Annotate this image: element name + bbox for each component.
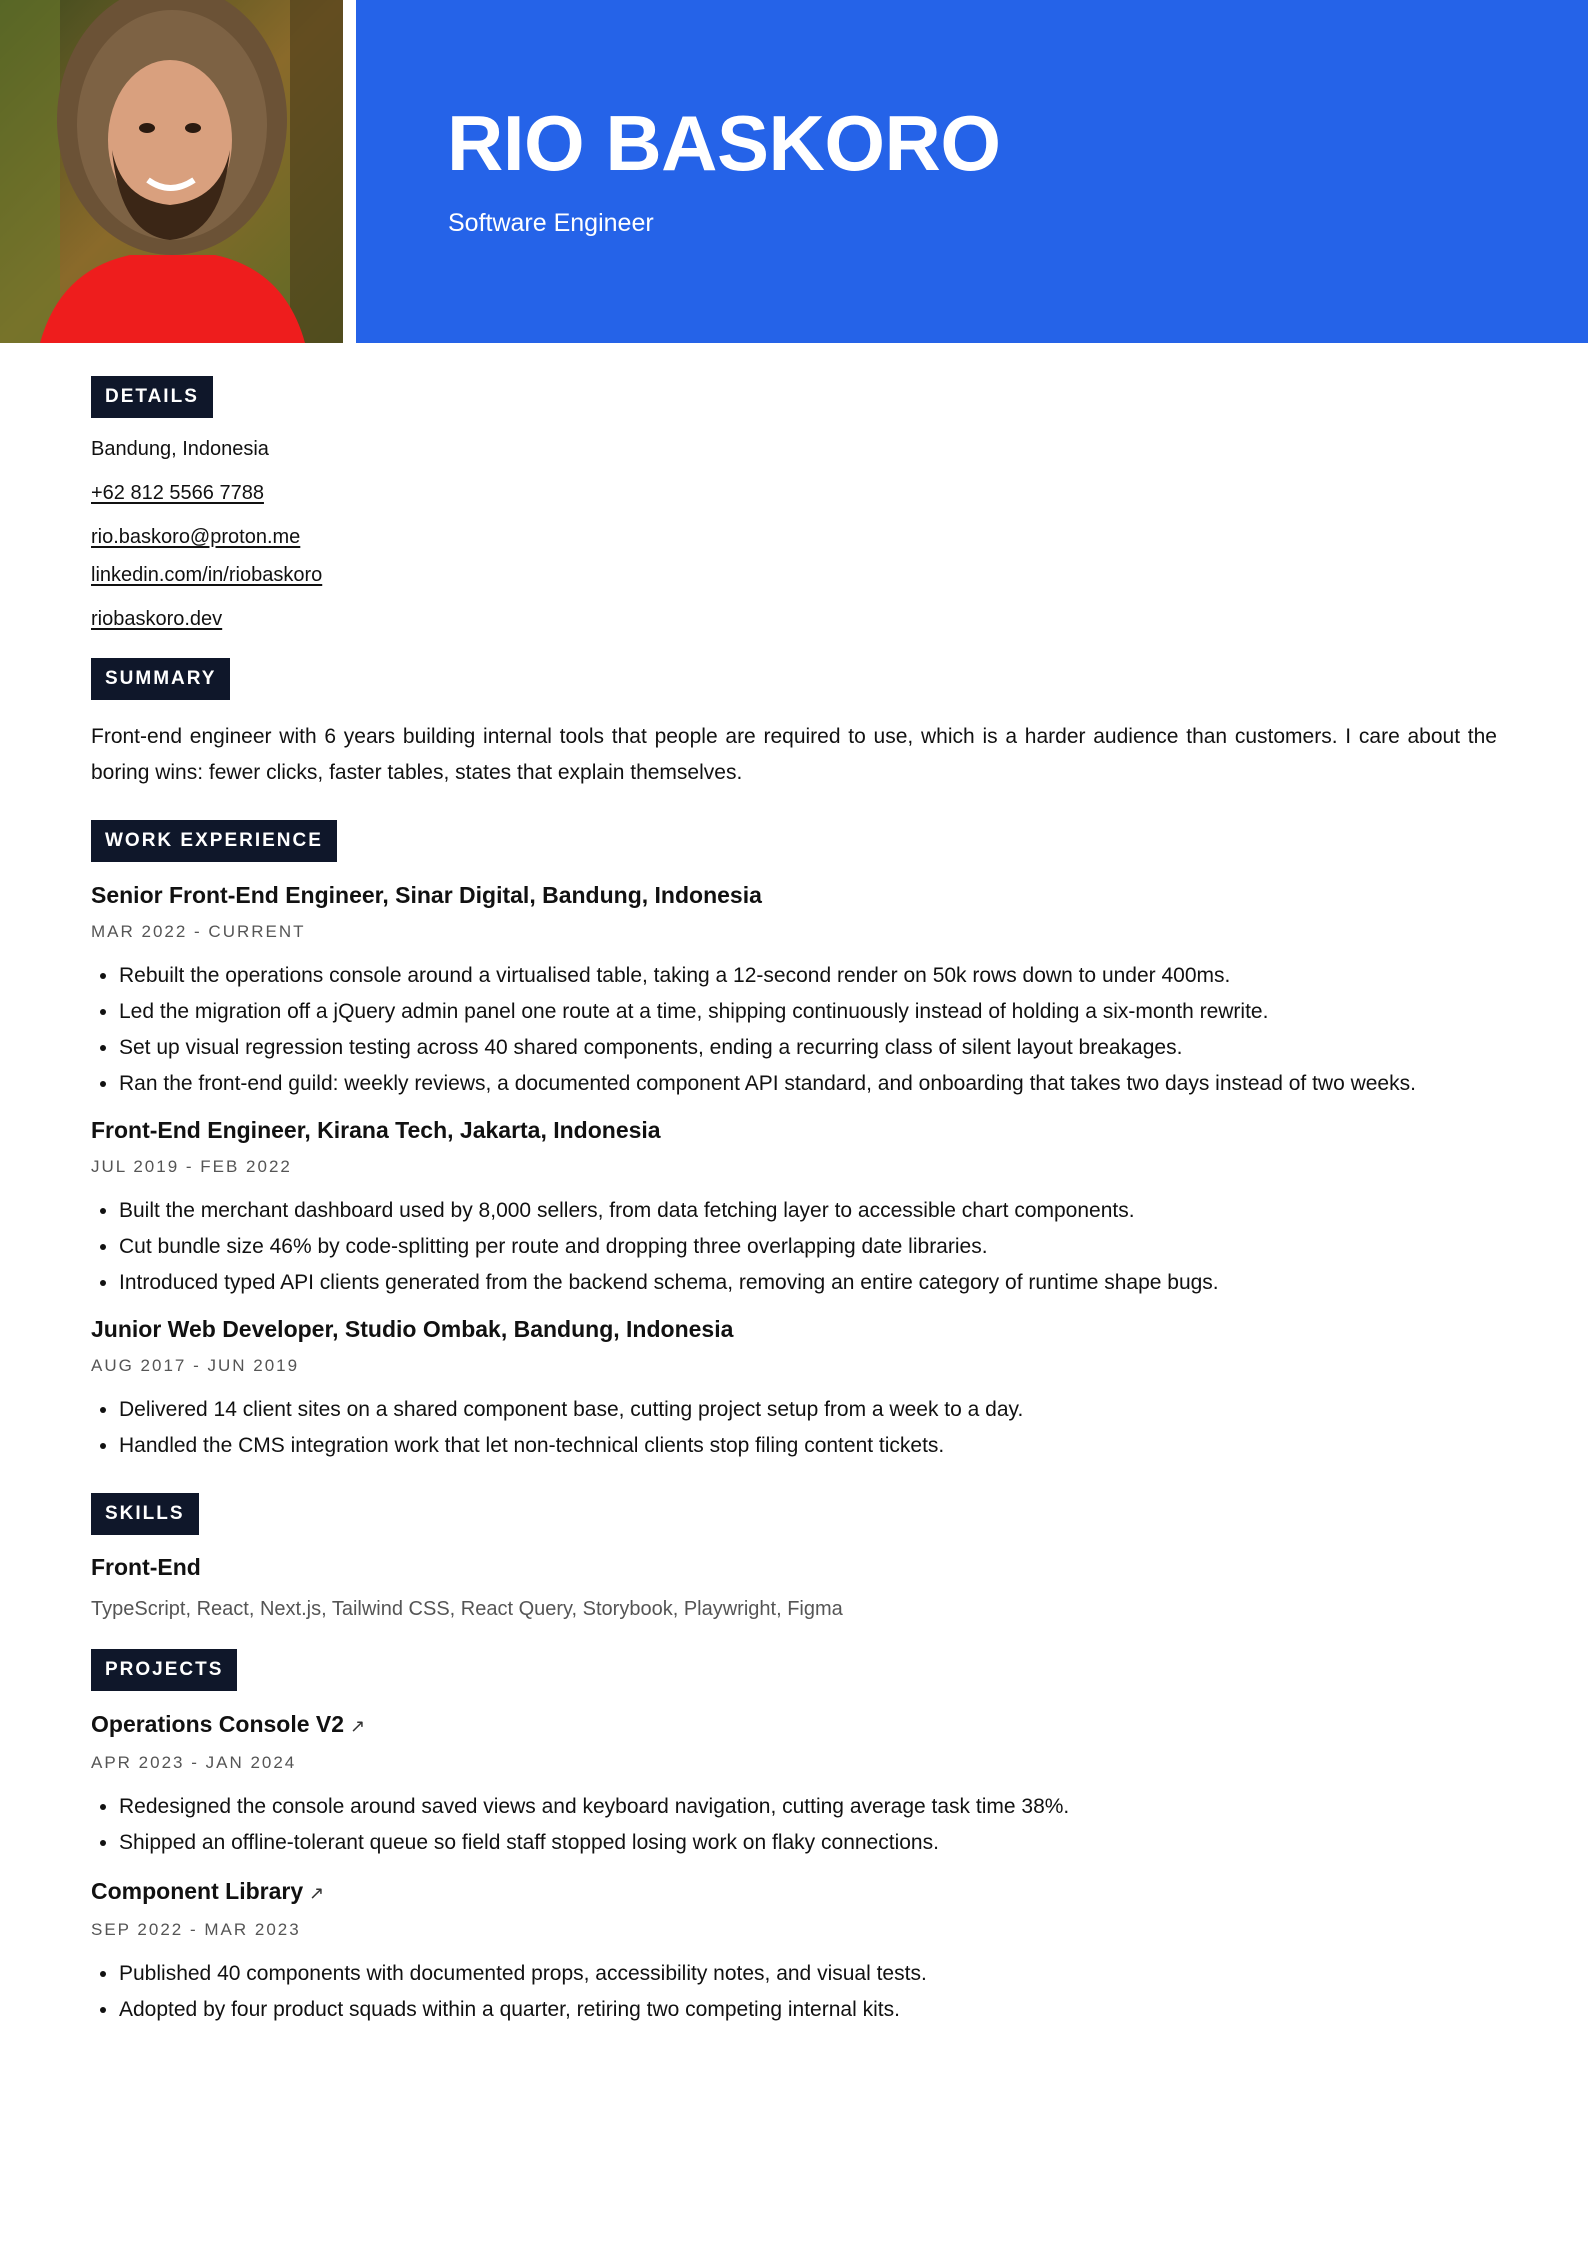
candidate-name: RIO BASKORO bbox=[447, 99, 1001, 187]
project-entry bbox=[91, 1875, 1497, 2028]
linkedin-link[interactable]: linkedin.com/in/riobaskoro bbox=[91, 564, 323, 586]
projects-heading: PROJECTS bbox=[91, 1649, 237, 1691]
project-title: Component Library bbox=[91, 1878, 304, 1904]
job-bullet: • Cut bundle size 46% by code-splitting per route and dropping three overlapping date libraries. bbox=[119, 1229, 1497, 1265]
job-bullet: • Rebuilt the operations console around a virtualised table, taking a 12-second render on 50k rows down to under 400ms. bbox=[119, 958, 1497, 994]
skill-list: TypeScript, React, Next.js, Tailwind CSS, React Query, Storybook, Playwright, Figma bbox=[91, 1598, 843, 1620]
job-dates: MAR 2022 - CURRENT bbox=[91, 922, 306, 941]
project-bullet: • Published 40 components with documented props, accessibility notes, and visual tests. bbox=[119, 1956, 1497, 1992]
project-title-link[interactable] bbox=[91, 1708, 1497, 1742]
job-bullet: • Set up visual regression testing across 40 shared components, ending a recurring class of silent layout breakages. bbox=[119, 1030, 1497, 1066]
summary-text: Front-end engineer with 6 years building internal tools that people are required to use, which is a harder audience than customers. I care about the boring wins: fewer clicks, faster tables, states that explain themselves. bbox=[91, 725, 1497, 784]
skills-heading: SKILLS bbox=[91, 1493, 199, 1535]
skills-section bbox=[91, 1493, 1497, 1623]
job-bullet: • Built the merchant dashboard used by 8,000 sellers, from data fetching layer to accessible chart components. bbox=[119, 1193, 1497, 1229]
resume-body bbox=[91, 376, 1497, 2028]
experience-heading: WORK EXPERIENCE bbox=[91, 820, 337, 862]
job-title: Senior Front-End Engineer, Sinar Digital, Bandung, Indonesia bbox=[91, 882, 762, 908]
job-title: Junior Web Developer, Studio Ombak, Bandung, Indonesia bbox=[91, 1316, 734, 1342]
project-dates: SEP 2022 - MAR 2023 bbox=[91, 1920, 301, 1939]
summary-heading: SUMMARY bbox=[91, 658, 230, 700]
experience-section bbox=[91, 820, 1497, 1464]
project-title-link[interactable] bbox=[91, 1875, 1497, 1909]
external-link-arrow-icon: ↗ bbox=[350, 1716, 366, 1736]
project-title: Operations Console V2 bbox=[91, 1711, 345, 1737]
job-bullet: • Ran the front-end guild: weekly reviews, a documented component API standard, and onboarding that takes two days instead of two weeks. bbox=[119, 1066, 1497, 1102]
projects-section bbox=[91, 1649, 1497, 2028]
header-banner bbox=[356, 0, 1588, 343]
job-bullet: • Handled the CMS integration work that let non-technical clients stop filing content tickets. bbox=[119, 1428, 1497, 1464]
job-entry bbox=[91, 879, 1497, 1102]
job-bullet: • Introduced typed API clients generated from the backend schema, removing an entire category of runtime shape bugs. bbox=[119, 1265, 1497, 1301]
project-entry bbox=[91, 1708, 1497, 1861]
job-dates: AUG 2017 - JUN 2019 bbox=[91, 1356, 300, 1375]
job-entry bbox=[91, 1114, 1497, 1301]
phone-link[interactable]: +62 812 5566 7788 bbox=[91, 482, 264, 504]
job-title: Front-End Engineer, Kirana Tech, Jakarta, Indonesia bbox=[91, 1117, 661, 1143]
project-bullet: • Adopted by four product squads within a quarter, retiring two competing internal kits. bbox=[119, 1992, 1497, 2028]
details-section bbox=[91, 376, 1497, 633]
email-link[interactable]: rio.baskoro@proton.me bbox=[91, 526, 301, 548]
project-dates: APR 2023 - JAN 2024 bbox=[91, 1753, 297, 1772]
website-link[interactable]: riobaskoro.dev bbox=[91, 608, 223, 630]
job-bullet: • Led the migration off a jQuery admin panel one route at a time, shipping continuously instead of holding a six-month rewrite. bbox=[119, 994, 1497, 1030]
details-heading: DETAILS bbox=[91, 376, 213, 418]
job-dates: JUL 2019 - FEB 2022 bbox=[91, 1157, 292, 1176]
skill-category: Front-End bbox=[91, 1554, 201, 1580]
external-link-arrow-icon: ↗ bbox=[309, 1883, 325, 1903]
location-text: Bandung, Indonesia bbox=[91, 438, 269, 460]
candidate-role: Software Engineer bbox=[448, 209, 654, 237]
project-bullet: • Shipped an offline-tolerant queue so field staff stopped losing work on flaky connections. bbox=[119, 1825, 1497, 1861]
profile-photo bbox=[0, 0, 343, 343]
job-bullet: • Delivered 14 client sites on a shared component base, cutting project setup from a week to a day. bbox=[119, 1392, 1497, 1428]
summary-section bbox=[91, 658, 1497, 791]
project-bullet: • Redesigned the console around saved views and keyboard navigation, cutting average task time 38%. bbox=[119, 1789, 1497, 1825]
job-entry bbox=[91, 1313, 1497, 1464]
